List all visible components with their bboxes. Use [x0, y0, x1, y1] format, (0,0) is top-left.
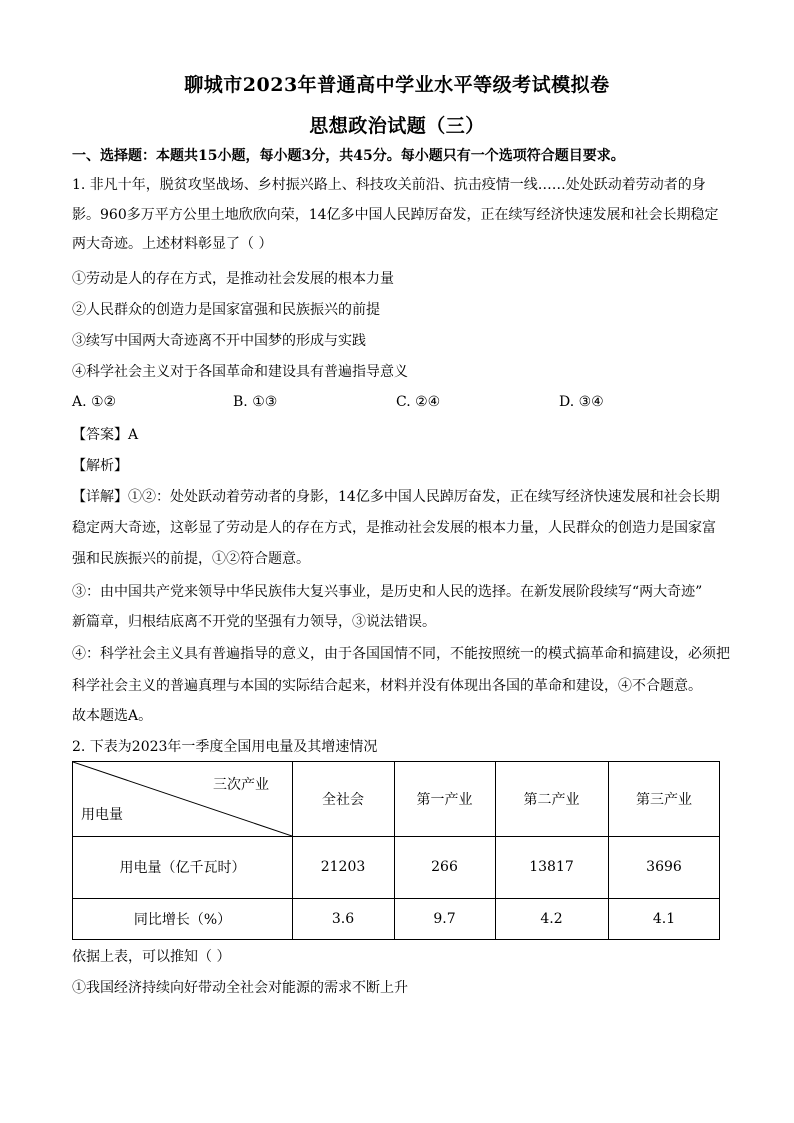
q1-explanation-line-8: 故本题选A。: [72, 708, 153, 724]
table-row-label: 用电量（亿千瓦时）: [119, 860, 246, 876]
q1-answer: 【答案】A: [72, 427, 139, 443]
q1-statement-1: ①劳动是人的存在方式，是推动社会发展的根本力量: [72, 271, 394, 287]
q1-explanation-line-1: 【详解】①②：处处跃动着劳动者的身影，14亿多中国人民踔厉奋发，正在续写经济快速发展和社会长期: [72, 489, 720, 505]
table-cell: 13817: [529, 859, 574, 875]
q1-option-d: D. ③④: [559, 394, 604, 410]
table-header-cell: 全社会: [322, 792, 364, 808]
table-cell: 21203: [320, 859, 366, 875]
q1-explanation-line-6: ④：科学社会主义具有普遍指导的意义，由于各国国情不同，不能按照统一的模式搞革命和搞建设，必须把: [72, 646, 730, 662]
table-corner-top-label: 三次产业: [213, 777, 269, 793]
q1-explanation-line-5: 新篇章，归根结底离不开党的坚强有力领导，③说法错误。: [72, 614, 436, 630]
q1-option-a: A. ①②: [72, 394, 117, 410]
table-header-cell: 第一产业: [416, 792, 473, 808]
table-cell: 4.2: [540, 911, 563, 927]
q1-explanation-line-3: 强和民族振兴的前提，①②符合题意。: [72, 551, 310, 567]
table-cell: 3.6: [331, 911, 355, 927]
table-header-cell: 第三产业: [636, 792, 692, 808]
q1-statement-2: ②人民群众的创造力是国家富强和民族振兴的前提: [72, 302, 380, 318]
q1-option-b: B. ①③: [233, 394, 278, 410]
table-row-label: 同比增长（%）: [133, 912, 232, 928]
q1-explanation-line-7: 科学社会主义的普遍真理与本国的实际结合起来，材料并没有体现出各国的革命和建设，④不合题意。: [72, 678, 702, 694]
q1-explanation-line-2: 稳定两大奇迹，这彰显了劳动是人的存在方式，是推动社会发展的根本力量，人民群众的创造力是国家富: [72, 520, 716, 536]
q1-stem-line-3: 两大奇迹。上述材料彰显了（ ）: [72, 236, 273, 252]
q2-data-table: [72, 761, 720, 940]
q2-stem: 2. 下表为2023年一季度全国用电量及其增速情况: [72, 739, 378, 755]
q1-stem-line-2: 影。960多万平方公里土地欣欣向荣，14亿多中国人民踔厉奋发，正在续写经济快速发展和社会长期稳定: [72, 207, 719, 223]
table-corner-bottom-label: 用电量: [81, 807, 123, 823]
table-cell: 266: [431, 859, 458, 875]
table-header-cell: 第二产业: [523, 792, 580, 808]
section-heading: 一、选择题：本题共15小题，每小题3分，共45分。每小题只有一个选项符合题目要求。: [72, 148, 625, 164]
table-cell: 4.1: [652, 911, 676, 927]
q1-explanation-line-4: ③：由中国共产党来领导中华民族伟大复兴事业，是历史和人民的选择。在新发展阶段续写“两大奇迹”: [72, 584, 703, 600]
table-cell: 9.7: [433, 911, 456, 927]
q1-option-c: C. ②④: [396, 394, 441, 410]
q1-options: [72, 394, 722, 414]
table-cell: 3696: [646, 859, 682, 875]
q1-statement-3: ③续写中国两大奇迹离不开中国梦的形成与实践: [72, 333, 366, 349]
page-subtitle: 思想政治试题（三）: [309, 115, 485, 137]
page-title: 聊城市2023年普通高中学业水平等级考试模拟卷: [184, 74, 610, 96]
q1-statement-4: ④科学社会主义对于各国革命和建设具有普遍指导意义: [72, 364, 408, 380]
q2-statement-1: ①我国经济持续向好带动全社会对能源的需求不断上升: [72, 980, 408, 996]
q2-question: 依据上表，可以推知（ ）: [72, 949, 231, 965]
q1-stem-line-1: 1. 非凡十年，脱贫攻坚战场、乡村振兴路上、科技攻关前沿、抗击疫情一线……处处跃动着劳动者的身: [72, 177, 706, 193]
q1-analysis-label: 【解析】: [72, 458, 128, 474]
